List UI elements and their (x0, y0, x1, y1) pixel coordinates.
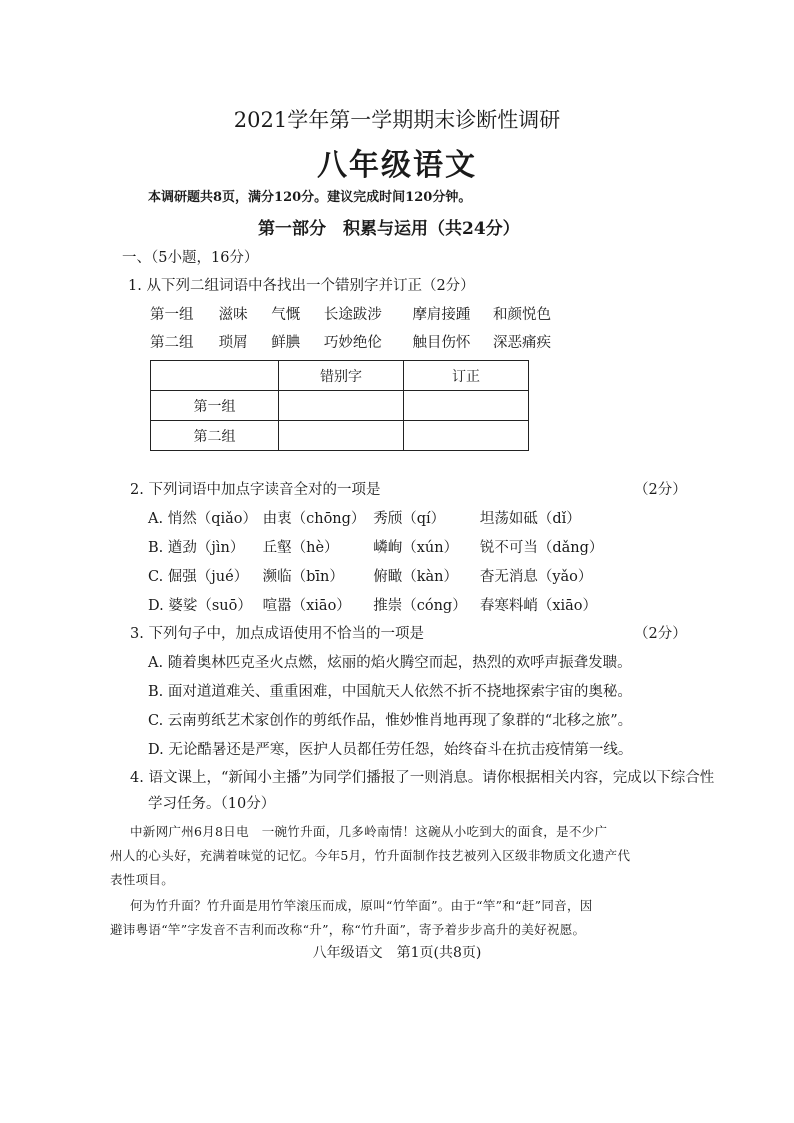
answer-cell-wrong-char[interactable] (279, 421, 404, 451)
table-header-row (151, 361, 529, 391)
q1-word: 鲜腆 (271, 335, 301, 351)
q2-item: A. 悄然（qiǎo） (148, 511, 257, 527)
q1-word: 巧妙绝伦 (323, 335, 382, 351)
news-paragraph-line: 州人的心头好，充满着味觉的记忆。今年5月，竹升面制作技艺被列入区级非物质文化遗产代 (110, 848, 631, 863)
q2-item: 由衷（chōng） (262, 511, 366, 527)
q2-item: 春寒料峭（xiāo） (479, 598, 598, 614)
table-header-cell: 订正 (404, 361, 529, 391)
news-paragraph-line: 避讳粤语“竿”字发音不吉利而改称“升”，称“竹升面”，寄予着步步高升的美好祝愿。 (110, 922, 586, 937)
q2-item: 俯瞰（kàn） (373, 569, 458, 585)
table-row (151, 391, 529, 421)
q1-word-row (150, 303, 573, 324)
q3-option: B. 面对道道难关、重重困难，中国航天人依然不折不挠地探索宇宙的奥秘。 (148, 684, 632, 700)
section-heading: 一、（5小题，16分） (122, 250, 259, 266)
q3-option: D. 无论酷暑还是严寒，医护人员都任劳任怨，始终奋斗在抗击疫情第一线。 (148, 742, 633, 758)
question-4-prompt: 4. 语文课上，“新闻小主播”为同学们播报了一则消息。请你根据相关内容，完成以下综合性 (130, 770, 715, 786)
answer-cell-wrong-char[interactable] (279, 391, 404, 421)
answer-cell-correction[interactable] (404, 391, 529, 421)
part-heading: 第一部分 积累与运用（共24分） (258, 219, 520, 239)
q2-item: 坦荡如砥（dǐ） (479, 511, 581, 527)
q3-option: A. 随着奥林匹克圣火点燃，炫丽的焰火腾空而起，热烈的欢呼声振聋发聩。 (148, 655, 632, 671)
answer-cell-correction[interactable] (404, 421, 529, 451)
exam-note: 本调研题共8页，满分120分。建议完成时间120分钟。 (148, 190, 472, 205)
question-3-prompt: 3. 下列句子中，加点成语使用不恰当的一项是 (130, 626, 424, 642)
news-paragraph-line: 何为竹升面？竹升面是用竹竿滚压而成，原叫“竹竿面”。由于“竿”和“赶”同音，因 (130, 898, 593, 913)
q2-option (148, 507, 610, 528)
question-2-points: （2分） (634, 482, 687, 498)
q1-word: 触目伤怀 (412, 335, 471, 351)
q1-word: 长途跋涉 (323, 307, 382, 323)
q1-word: 深恶痛疾 (493, 335, 552, 351)
news-paragraph-line: 表性项目。 (110, 872, 175, 887)
question-2-prompt: 2. 下列词语中加点字读音全对的一项是 (130, 482, 381, 498)
q2-item: 秀颀（qí） (373, 511, 446, 527)
q2-item: C. 倔强（jué） (148, 569, 249, 585)
q2-option (148, 536, 610, 557)
exam-subject: 八年级语文 (317, 148, 477, 183)
q2-item: 嶙峋（xún） (373, 540, 459, 556)
q2-item: D. 婆娑（suō） (148, 598, 252, 614)
exam-title: 2021学年第一学期期末诊断性调研 (233, 108, 561, 132)
q2-option (148, 594, 610, 615)
table-row-label: 第一组 (151, 391, 279, 421)
q2-item: 喧嚣（xiāo） (262, 598, 351, 614)
q2-item: 推崇（cóng） (373, 598, 467, 614)
q1-group-label: 第一组 (150, 307, 194, 323)
question-1-prompt: 1. 从下列二组词语中各找出一个错别字并订正（2分） (128, 278, 475, 294)
q1-word: 滋味 (218, 307, 248, 323)
news-paragraph-line: 中新网广州6月8日电 一碗竹升面，几多岭南情！这碗从小吃到大的面食，是不少广 (130, 824, 608, 839)
q1-group-label: 第二组 (150, 335, 194, 351)
table-row (151, 421, 529, 451)
table-row-label: 第二组 (151, 421, 279, 451)
q2-option (148, 565, 610, 586)
question-3-points: （2分） (634, 626, 687, 642)
table-header-cell (151, 361, 279, 391)
answer-table (150, 360, 529, 451)
q1-word: 气慨 (271, 307, 301, 323)
q2-item: B. 遒劲（jìn） (148, 540, 245, 556)
question-4-prompt-cont: 学习任务。（10分） (148, 796, 276, 812)
q2-item: 濒临（bīn） (262, 569, 344, 585)
page-footer: 八年级语文 第1页(共8页) (312, 945, 482, 961)
table-header-cell: 错别字 (279, 361, 404, 391)
q2-item: 锐不可当（dǎng） (479, 540, 604, 556)
q1-word: 和颜悦色 (493, 307, 552, 323)
q1-word-row (150, 331, 573, 352)
q1-word: 摩肩接踵 (412, 307, 471, 323)
q3-option: C. 云南剪纸艺术家创作的剪纸作品，惟妙惟肖地再现了象群的“北移之旅”。 (148, 713, 633, 729)
q2-item: 杳无消息（yǎo） (479, 569, 593, 585)
q1-word: 琐屑 (218, 335, 248, 351)
q2-item: 丘壑（hè） (262, 540, 339, 556)
